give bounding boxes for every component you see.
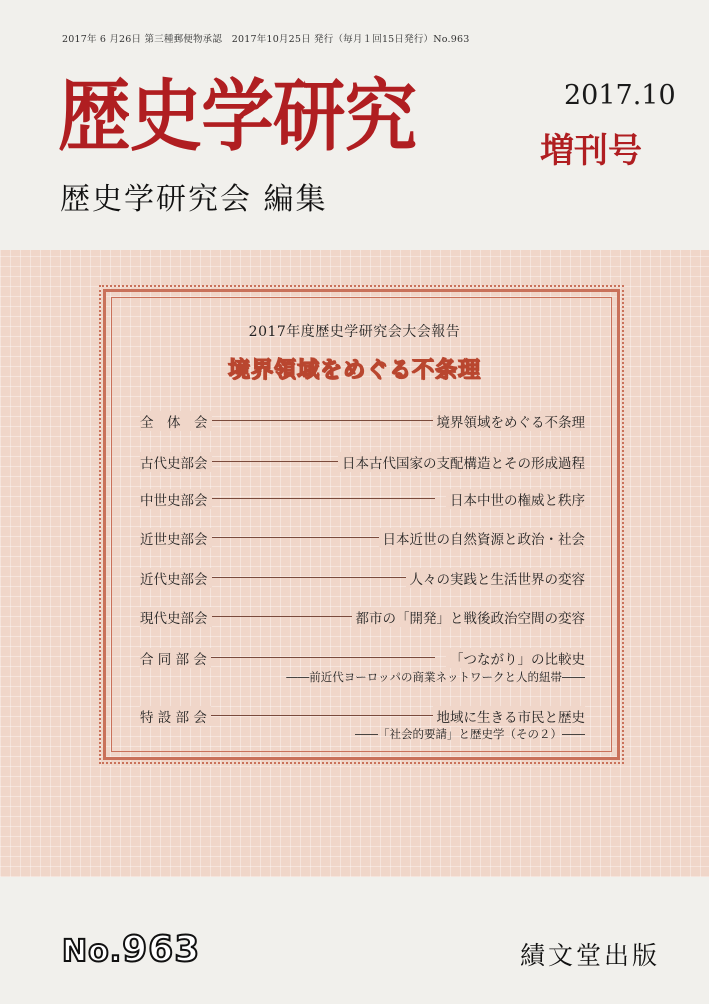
session-name: 現代史部会 [140,607,212,627]
session-row [140,411,585,431]
issue-number-prefix: No. [62,934,123,969]
leader-line [210,420,435,421]
session-name: 近代史部会 [140,568,212,588]
session-name: 古代史部会 [140,452,212,472]
session-row [140,528,585,548]
session-topic: 地域に生きる市民と歴史 [433,706,586,726]
session-subtopic: ――前近代ヨーロッパの商業ネットワークと人的紐帯―― [286,670,585,684]
session-row [140,706,585,726]
session-name: 近世史部会 [140,528,212,548]
leader-line [210,498,435,499]
publisher-name: 績文堂出版 [520,941,661,970]
session-row [140,489,585,509]
report-title: 2017年度歴史学研究会大会報告 [248,324,461,340]
session-topic: 都市の「開発」と戦後政治空間の変容 [352,607,586,627]
postal-notice: 2017年 6 月26日 第三種郵便物承認 2017年10月25日 発行（毎月１回15日発行）No.963 [62,34,470,45]
session-name: 特 設 部 会 [140,706,211,726]
issue-number-value: 963 [122,929,201,970]
session-row [140,648,585,668]
session-subtopic: ――「社会的要請」と歴史学（その２）―― [355,727,585,741]
supplement-label: 増刊号 [540,131,642,171]
leader-line [210,577,435,578]
leader-line [210,715,435,716]
session-topic: 「つながり」の比較史 [446,648,585,668]
conference-theme: 境界領域をめぐる不条理 [227,358,481,383]
session-name: 全 体 会 [140,411,212,431]
session-name: 中世史部会 [140,489,212,509]
session-row [140,607,585,627]
journal-title: 歴史学研究 [58,72,417,162]
session-row [140,568,585,588]
issue-date: 2017.10 [564,80,676,111]
session-topic: 日本近世の自然資源と政治・社会 [379,528,586,548]
session-topic: 日本古代国家の支配構造とその形成過程 [338,452,585,472]
session-name: 合 同 部 会 [140,648,211,668]
leader-line [210,657,435,658]
session-topic: 日本中世の権威と秩序 [446,489,585,509]
session-row [140,452,585,472]
session-topic: 境界領域をめぐる不条理 [433,411,586,431]
issue-number [62,929,201,970]
editor-credit: 歴史学研究会 編集 [60,182,328,217]
session-topic: 人々の実践と生活世界の変容 [406,568,586,588]
